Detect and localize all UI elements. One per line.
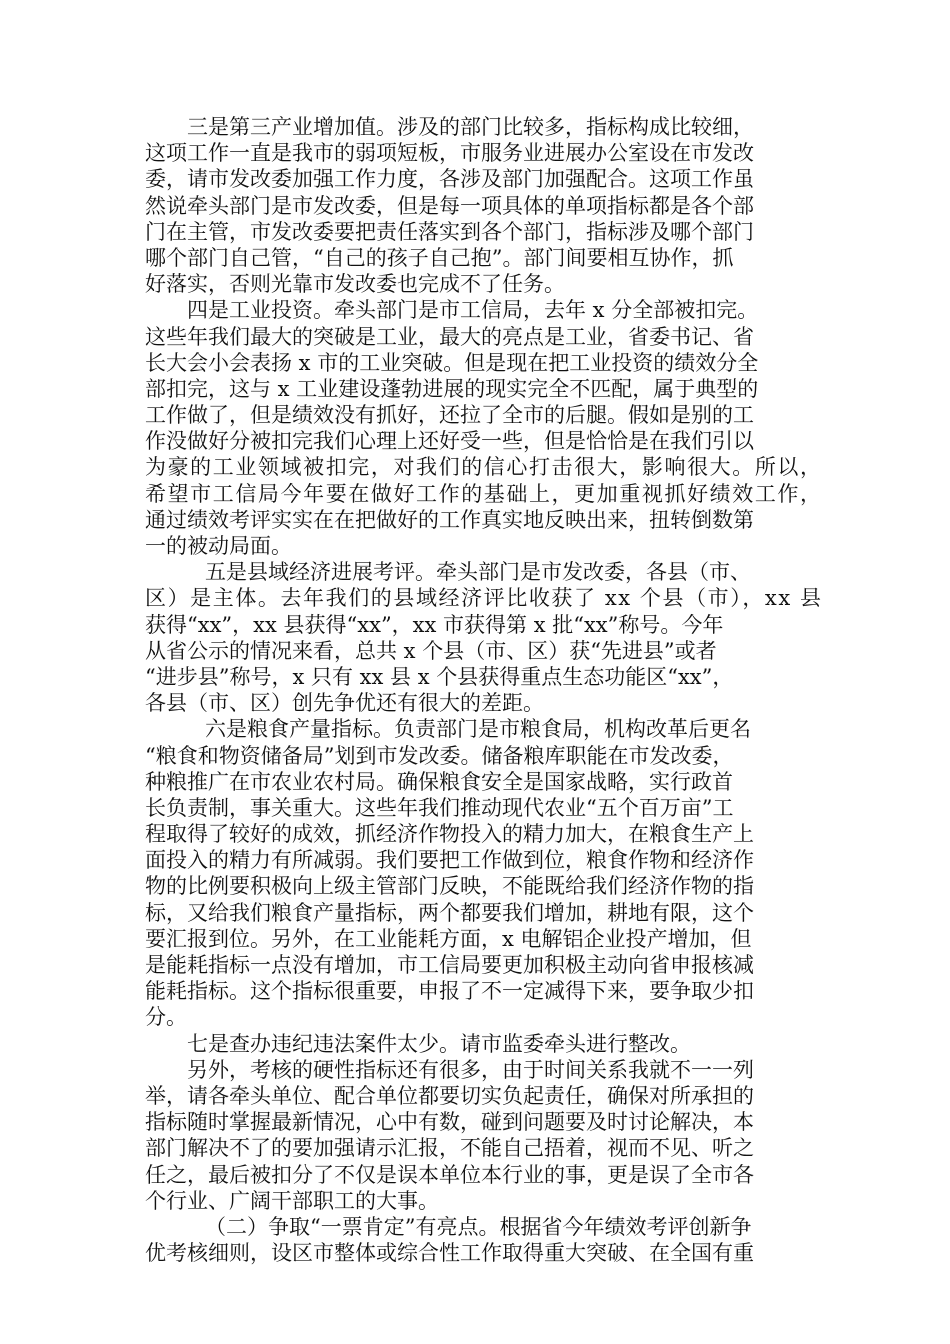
text-line: 部扣完，这与 x 工业建设蓬勃进展的现实完全不匹配，属于典型的 (145, 376, 759, 401)
text-line: 好落实，否则光靠市发改委也完成不了任务。 (145, 272, 565, 297)
text-line: 这些年我们最大的突破是工业，最大的亮点是工业，省委书记、省 (145, 324, 754, 349)
text-line: 通过绩效考评实实在在把做好的工作真实地反映出来，扭转倒数第 (145, 507, 754, 532)
text-line: 程取得了较好的成效，抓经济作物投入的精力加大，在粮食生产上 (145, 822, 754, 847)
text-line: “粮食和物资储备局”划到市发改委。储备粮库职能在市发改委， (145, 743, 734, 768)
text-line: 从省公示的情况来看，总共 x 个县（市、区）获“先进县”或者 (145, 638, 717, 663)
text-line: 要汇报到位。另外，在工业能耗方面，x 电解铝企业投产增加，但 (145, 926, 752, 951)
text-line: “进步县”称号，x 只有 xx 县 x 个县获得重点生态功能区“xx”， (145, 664, 734, 689)
text-line: 是能耗指标一点没有增加，市工信局要更加积极主动向省申报核减 (145, 953, 754, 977)
text-line: 哪个部门自己管，“自己的孩子自己抱”。部门间要相互协作，抓 (145, 245, 734, 270)
text-line: 长负责制，事关重大。这些年我们推动现代农业“五个百万亩”工 (145, 795, 734, 820)
text-line: 标，又给我们粮食产量指标，两个都要我们增加，耕地有限，这个 (145, 900, 754, 925)
text-line: 五是县域经济进展考评。牵头部门是市发改委，各县（市、 (205, 560, 751, 585)
text-line: 举，请各牵头单位、配合单位都要切实负起责任，确保对所承担的 (145, 1083, 754, 1108)
text-line: 获得“xx”，xx 县获得“xx”，xx 市获得第 x 批“xx”称号。今年 (145, 612, 724, 637)
text-line: 然说牵头部门是市发改委，但是每一项具体的单项指标都是各个部 (145, 193, 754, 218)
text-line: 长大会小会表扬 x 市的工业突破。但是现在把工业投资的绩效分全 (145, 350, 759, 375)
text-line: 门在主管，市发改委要把责任落实到各个部门，指标涉及哪个部门 (145, 219, 754, 244)
text-line: （二）争取“一票肯定”有亮点。根据省今年绩效考评创新争 (205, 1214, 752, 1239)
text-line: 优考核细则，设区市整体或综合性工作取得重大突破、在全国有重 (145, 1241, 754, 1266)
document-body (145, 114, 821, 1266)
text-line: 这项工作一直是我市的弱项短板，市服务业进展办公室设在市发改 (145, 141, 754, 166)
text-line: 一的被动局面。 (145, 534, 292, 558)
text-line: 任之，最后被扣分了不仅是误本单位本行业的事，更是误了全市各 (145, 1162, 754, 1187)
text-line: 区）是主体。去年我们的县域经济评比收获了 xx 个县（市），xx 县 (145, 586, 823, 611)
text-line: 分。 (145, 1005, 187, 1030)
text-line: 六是粮食产量指标。负责部门是市粮食局，机构改革后更名 (205, 717, 751, 742)
text-line: 三是第三产业增加值。涉及的部门比较多，指标构成比较细， (187, 115, 754, 139)
text-line: 种粮推广在市农业农村局。确保粮食安全是国家战略，实行政首 (145, 769, 733, 794)
text-line: 能耗指标。这个指标很重要，申报了不一定减得下来，要争取少扣 (145, 979, 754, 1004)
text-line: 个行业、广阔干部职工的大事。 (145, 1188, 439, 1213)
text-line: 各县（市、区）创先争优还有很大的差距。 (145, 691, 544, 716)
text-line: 指标随时掌握最新情况，心中有数，碰到问题要及时讨论解决，本 (145, 1110, 754, 1135)
text-line: 另外，考核的硬性指标还有很多，由于时间关系我就不一一列 (187, 1057, 754, 1082)
text-line: 四是工业投资。牵头部门是市工信局，去年 x 分全部被扣完。 (187, 298, 759, 323)
text-line: 作没做好分被扣完我们心理上还好受一些，但是恰恰是在我们引以 (145, 429, 754, 454)
text-line: 为豪的工业领域被扣完，对我们的信心打击很大，影响很大。所以， (145, 455, 823, 480)
text-line: 工作做了，但是绩效没有抓好，还拉了全市的后腿。假如是别的工 (145, 403, 754, 428)
text-line: 希望市工信局今年要在做好工作的基础上，更加重视抓好绩效工作， (145, 481, 823, 506)
text-line: 面投入的精力有所减弱。我们要把工作做到位，粮食作物和经济作 (145, 848, 754, 873)
text-line: 七是查办违纪违法案件太少。请市监委牵头进行整改。 (187, 1031, 691, 1056)
text-line: 部门解决不了的要加强请示汇报，不能自己捂着，视而不见、听之 (145, 1136, 754, 1161)
text-line: 委，请市发改委加强工作力度，各涉及部门加强配合。这项工作虽 (145, 167, 754, 192)
text-line: 物的比例要积极向上级主管部门反映，不能既给我们经济作物的指 (145, 874, 754, 899)
